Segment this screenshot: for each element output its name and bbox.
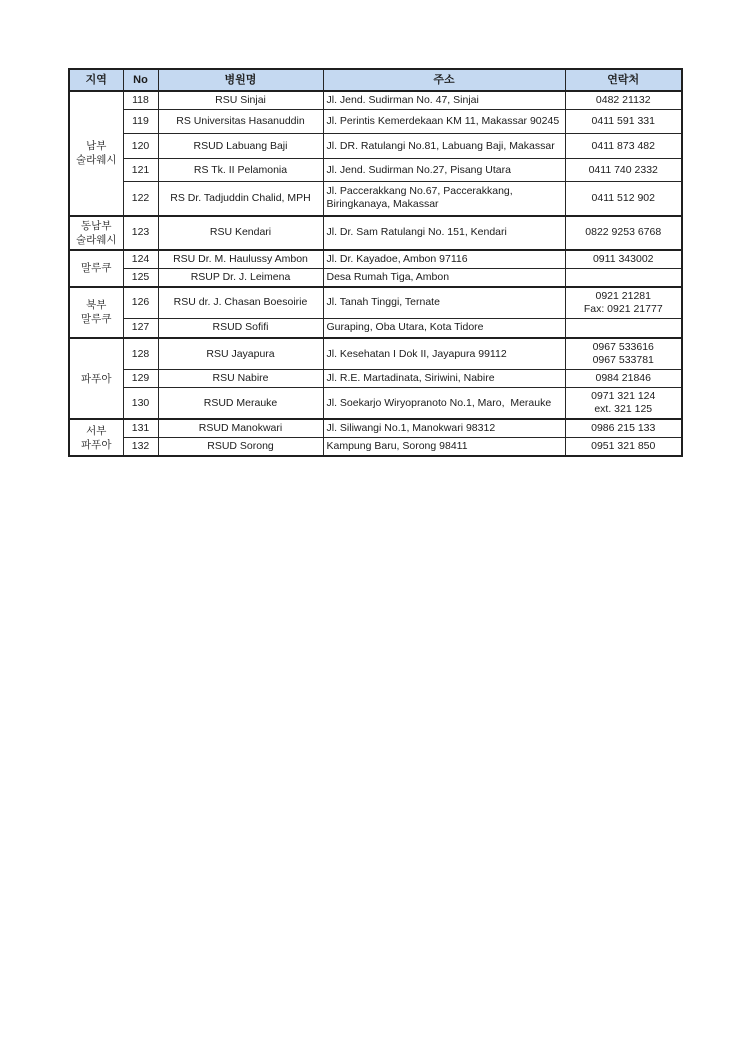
row-number-cell: 119 — [123, 110, 158, 134]
table-row — [69, 110, 682, 134]
address-cell: Desa Rumah Tiga, Ambon — [323, 268, 565, 287]
contact-cell: 0967 533616 0967 533781 — [565, 338, 682, 370]
contact-cell: 0986 215 133 — [565, 419, 682, 438]
header-contact: 연락처 — [565, 69, 682, 91]
table-row — [69, 438, 682, 457]
contact-cell: 0822 9253 6768 — [565, 216, 682, 250]
row-number-cell: 126 — [123, 287, 158, 319]
address-cell: Jl. DR. Ratulangi No.81, Labuang Baji, Makassar — [323, 134, 565, 159]
row-number-cell: 121 — [123, 159, 158, 182]
hospital-name-cell: RSUD Merauke — [158, 388, 323, 420]
table-row — [69, 370, 682, 388]
row-number-cell: 130 — [123, 388, 158, 420]
contact-cell: 0411 512 902 — [565, 182, 682, 216]
address-cell: Jl. Dr. Kayadoe, Ambon 97116 — [323, 250, 565, 269]
hospital-name-cell: RSU Jayapura — [158, 338, 323, 370]
address-cell: Jl. R.E. Martadinata, Siriwini, Nabire — [323, 370, 565, 388]
region-cell: 동남부 술라웨시 — [69, 216, 123, 250]
table-row — [69, 250, 682, 269]
hospital-name-cell: RSUD Labuang Baji — [158, 134, 323, 159]
table-row — [69, 216, 682, 250]
header-region: 지역 — [69, 69, 123, 91]
address-cell: Jl. Soekarjo Wiryopranoto No.1, Maro, Merauke — [323, 388, 565, 420]
row-number-cell: 131 — [123, 419, 158, 438]
hospital-name-cell: RSU Nabire — [158, 370, 323, 388]
contact-cell: 0984 21846 — [565, 370, 682, 388]
hospital-name-cell: RSUD Sorong — [158, 438, 323, 457]
hospital-name-cell: RSUD Sofifi — [158, 318, 323, 338]
header-no: No — [123, 69, 158, 91]
contact-cell: 0411 591 331 — [565, 110, 682, 134]
address-cell: Guraping, Oba Utara, Kota Tidore — [323, 318, 565, 338]
region-cell: 남부 술라웨시 — [69, 91, 123, 216]
address-cell: Jl. Paccerakkang No.67, Paccerakkang, Biringkanaya, Makassar — [323, 182, 565, 216]
row-number-cell: 120 — [123, 134, 158, 159]
row-number-cell: 122 — [123, 182, 158, 216]
region-cell: 북부 말루쿠 — [69, 287, 123, 339]
table-row — [69, 182, 682, 216]
header-hospital-name: 병원명 — [158, 69, 323, 91]
row-number-cell: 128 — [123, 338, 158, 370]
hospital-name-cell: RS Tk. II Pelamonia — [158, 159, 323, 182]
table-row — [69, 91, 682, 110]
hospital-name-cell: RSU dr. J. Chasan Boesoirie — [158, 287, 323, 319]
row-number-cell: 129 — [123, 370, 158, 388]
address-cell: Kampung Baru, Sorong 98411 — [323, 438, 565, 457]
address-cell: Jl. Jend. Sudirman No.27, Pisang Utara — [323, 159, 565, 182]
address-cell: Jl. Jend. Sudirman No. 47, Sinjai — [323, 91, 565, 110]
row-number-cell: 124 — [123, 250, 158, 269]
hospital-name-cell: RS Universitas Hasanuddin — [158, 110, 323, 134]
contact-cell: 0951 321 850 — [565, 438, 682, 457]
table-row — [69, 318, 682, 338]
table-row — [69, 159, 682, 182]
contact-cell: 0971 321 124 ext. 321 125 — [565, 388, 682, 420]
contact-cell: 0921 21281 Fax: 0921 21777 — [565, 287, 682, 319]
hospital-table — [68, 68, 683, 457]
hospital-name-cell: RS Dr. Tadjuddin Chalid, MPH — [158, 182, 323, 216]
hospital-name-cell: RSUD Manokwari — [158, 419, 323, 438]
table-row — [69, 388, 682, 420]
region-cell: 말루쿠 — [69, 250, 123, 287]
table-header-row — [69, 69, 682, 91]
address-cell: Jl. Kesehatan I Dok II, Jayapura 99112 — [323, 338, 565, 370]
table-row — [69, 268, 682, 287]
region-cell: 서부 파푸아 — [69, 419, 123, 456]
hospital-name-cell: RSU Sinjai — [158, 91, 323, 110]
row-number-cell: 125 — [123, 268, 158, 287]
hospital-name-cell: RSU Kendari — [158, 216, 323, 250]
table-row — [69, 338, 682, 370]
contact-cell: 0482 21132 — [565, 91, 682, 110]
address-cell: Jl. Siliwangi No.1, Manokwari 98312 — [323, 419, 565, 438]
hospital-name-cell: RSU Dr. M. Haulussy Ambon — [158, 250, 323, 269]
row-number-cell: 127 — [123, 318, 158, 338]
contact-cell: 0411 740 2332 — [565, 159, 682, 182]
address-cell: Jl. Tanah Tinggi, Ternate — [323, 287, 565, 319]
table-row — [69, 287, 682, 319]
table-row — [69, 134, 682, 159]
row-number-cell: 123 — [123, 216, 158, 250]
header-address: 주소 — [323, 69, 565, 91]
contact-cell — [565, 318, 682, 338]
contact-cell: 0911 343002 — [565, 250, 682, 269]
table-row — [69, 419, 682, 438]
contact-cell: 0411 873 482 — [565, 134, 682, 159]
row-number-cell: 132 — [123, 438, 158, 457]
address-cell: Jl. Perintis Kemerdekaan KM 11, Makassar 90245 — [323, 110, 565, 134]
row-number-cell: 118 — [123, 91, 158, 110]
hospital-name-cell: RSUP Dr. J. Leimena — [158, 268, 323, 287]
contact-cell — [565, 268, 682, 287]
region-cell: 파푸아 — [69, 338, 123, 419]
hospital-table-body — [69, 91, 682, 456]
address-cell: Jl. Dr. Sam Ratulangi No. 151, Kendari — [323, 216, 565, 250]
